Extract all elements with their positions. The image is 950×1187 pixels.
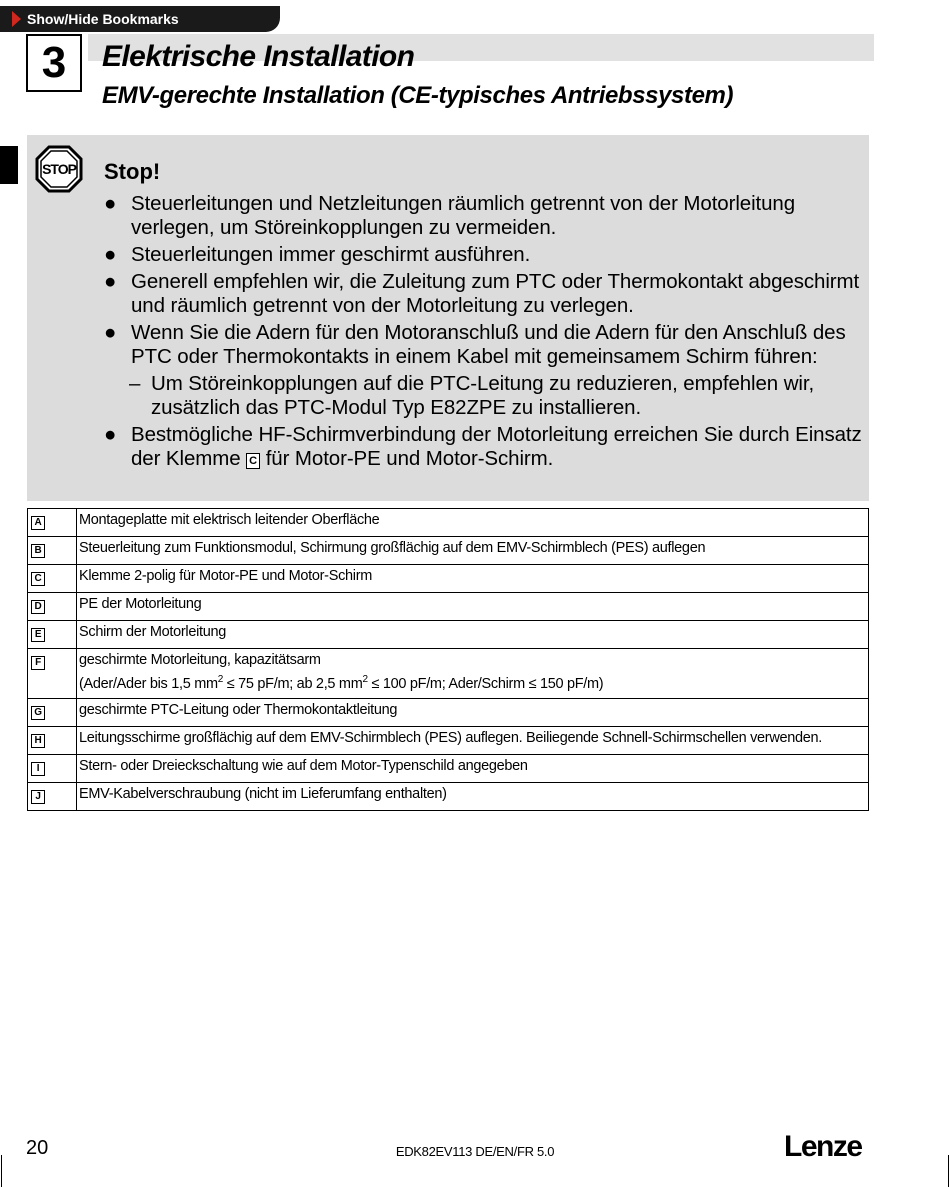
legend-text: PE der Motorleitung (77, 593, 869, 621)
legend-text: Montageplatte mit elektrisch leitender Oberfläche (77, 509, 869, 537)
sub-list-item: – Um Störeinkopplungen auf die PTC-Leitung zu reduzieren, empfehlen wir, zusätzlich das PTC-Modul Typ E82ZPE zu installieren. (129, 372, 815, 419)
key-letter-box: G (31, 706, 45, 720)
legend-table (27, 508, 869, 811)
legend-text: geschirmte Motorleitung, kapazitätsarm (Ader/Ader bis 1,5 $mm^2 \le 75$ pF/m; ab 2,5 $mm^2 \le 100$ pF/m; Ader/Schirm ≤ 150 pF/m) (77, 649, 869, 699)
stop-list (104, 192, 864, 474)
list-item: ● Steuerleitungen immer geschirmt ausführen. (104, 243, 531, 266)
key-letter-box: I (31, 762, 45, 776)
table-row (28, 698, 869, 726)
table-row (28, 621, 869, 649)
show-hide-bookmarks-button[interactable] (0, 6, 280, 32)
key-letter-box: B (31, 544, 45, 558)
table-row (28, 726, 869, 754)
bullet-icon: ● (104, 243, 117, 266)
play-arrow-icon (12, 11, 21, 27)
table-row (28, 649, 869, 699)
legend-text: Steuerleitung zum Funktionsmodul, Schirmung großflächig auf dem EMV-Schirmblech (PES) auflegen (77, 537, 869, 565)
table-row (28, 754, 869, 782)
dash-icon: – (129, 372, 141, 395)
stop-title: Stop! (104, 159, 161, 184)
table-row (28, 593, 869, 621)
key-letter-box: A (31, 516, 45, 530)
bullet-icon: ● (104, 270, 117, 293)
legend-text: EMV-Kabelverschraubung (nicht im Lieferumfang enthalten) (77, 782, 869, 810)
stop-icon-text: STOP (42, 161, 76, 177)
key-letter-box: J (31, 790, 45, 804)
bullet-icon: ● (104, 321, 117, 344)
table-row (28, 537, 869, 565)
bookmarks-label: Show/Hide Bookmarks (27, 11, 179, 27)
legend-text: Klemme 2-polig für Motor-PE und Motor-Schirm (77, 565, 869, 593)
list-item: ● Steuerleitungen und Netzleitungen räumlich getrennt von der Motorleitung verlegen, um Störeinkopplungen zu vermeiden. (104, 192, 796, 239)
page-edge-line-right (948, 1155, 949, 1187)
list-item: ● Generell empfehlen wir, die Zuleitung zum PTC oder Thermokontakt abgeschirmt und räumlich getrennt von der Motorleitung zu verlegen. (104, 270, 860, 317)
list-item: ● Bestmögliche HF-Schirmverbindung der Motorleitung erreichen Sie durch Einsatz der Klemme C für Motor-PE und Motor-Schirm. (104, 423, 862, 470)
legend-text: geschirmte PTC-Leitung oder Thermokontaktleitung (77, 698, 869, 726)
chapter-side-marker (0, 146, 18, 184)
bullet-icon: ● (104, 423, 117, 446)
key-letter-box: F (31, 656, 45, 670)
key-letter-box: D (31, 600, 45, 614)
legend-text: Stern- oder Dreieckschaltung wie auf dem Motor-Typenschild angegeben (77, 754, 869, 782)
document-id: EDK82EV113 DE/EN/FR 5.0 (395, 1144, 555, 1159)
key-letter-box: E (31, 628, 45, 642)
table-row (28, 782, 869, 810)
key-letter-box: C (31, 572, 45, 586)
key-letter-box: C (246, 453, 260, 469)
bullet-icon: ● (104, 192, 117, 215)
table-row (28, 565, 869, 593)
stop-sign-icon (35, 145, 83, 193)
list-item: ● Wenn Sie die Adern für den Motoranschluß und die Adern für den Anschluß des PTC oder Thermokontakts in einem Kabel mit gemeinsamem Schirm führen: (104, 321, 846, 368)
key-letter-box: H (31, 734, 45, 748)
table-row (28, 509, 869, 537)
page-number: 20 (26, 1137, 49, 1159)
legend-text: Leitungsschirme großflächig auf dem EMV-Schirmblech (PES) auflegen. Beiliegende Schnell-Schirmschellen verwenden. (77, 726, 869, 754)
chapter-number: 3 (26, 34, 82, 92)
legend-text: Schirm der Motorleitung (77, 621, 869, 649)
lenze-logo: Lenze (784, 1130, 862, 1163)
page-edge-line-left (1, 1155, 2, 1187)
stop-warning-box (27, 135, 869, 501)
chapter-title: Elektrische Installation (102, 40, 415, 73)
section-subtitle: EMV-gerechte Installation (CE-typisches Antriebssystem) (102, 82, 734, 109)
